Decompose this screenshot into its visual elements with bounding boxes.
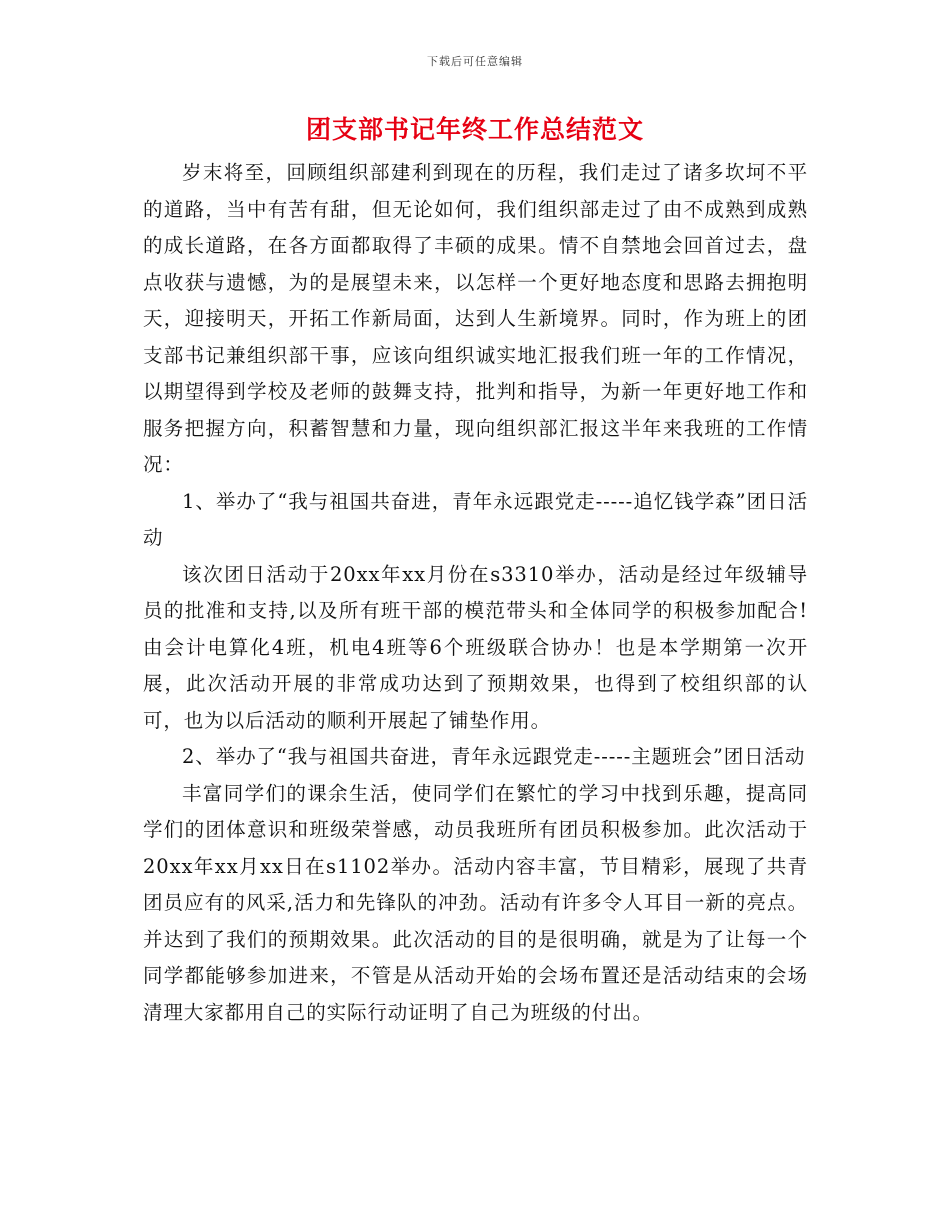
document-title: 团支部书记年终工作总结范文 — [305, 115, 644, 144]
paragraph-item-1-body: 该次团日活动于20xx年xx月份在s3310举办，活动是经过年级辅导员的批准和支持,以及所有班干部的模范带头和全体同学的积极参加配合!由会计电算化4班，机电4班等6个班级联合协办！也是本学期第一次开展，此次活动开展的非常成功达到了预期效果，也得到了校组织部的认可，也为以后活动的顺利开展起了铺垫作用。 — [143, 562, 808, 732]
paragraph-intro: 岁末将至，回顾组织部建利到现在的历程，我们走过了诸多坎坷不平的道路，当中有苦有甜，但无论如何，我们组织部走过了由不成熟到成熟的成长道路，在各方面都取得了丰硕的成果。情不自禁地会回首过去，盘点收获与遗憾，为的是展望未来，以怎样一个更好地态度和思路去拥抱明天，迎接明天，开拓工作新局面，达到人生新境界。同时，作为班上的团支部书记兼组织部干事，应该向组织诚实地汇报我们班一年的工作情况，以期望得到学校及老师的鼓舞支持，批判和指导，为新一年更好地工作和服务把握方向，积蓄智慧和力量，现向组织部汇报这半年来我班的工作情况： — [143, 161, 808, 476]
paragraph-item-2-body: 丰富同学们的课余生活，使同学们在繁忙的学习中找到乐趣，提高同学们的团体意识和班级荣誉感，动员我班所有团员积极参加。此次活动于20xx年xx月xx日在s1102举办。活动内容丰富，节目精彩，展现了共青团员应有的风采,活力和先锋队的冲劲。活动有许多令人耳目一新的亮点。并达到了我们的预期效果。此次活动的目的是很明确，就是为了让每一个同学都能够参加进来，不管是从活动开始的会场布置还是活动结束的会场清理大家都用自己的实际行动证明了自己为班级的付出。 — [143, 781, 808, 1024]
paragraph-item-1-heading: 1、举办了“我与祖国共奋进，青年永远跟党走-----追忆钱学森”团日活动 — [143, 489, 808, 549]
document-body — [143, 155, 808, 1031]
header-note: 下载后可任意编辑 — [427, 55, 523, 68]
paragraph-item-2-heading: 2、举办了“我与祖国共奋进，青年永远跟党走-----主题班会”团日活动 — [182, 745, 806, 768]
